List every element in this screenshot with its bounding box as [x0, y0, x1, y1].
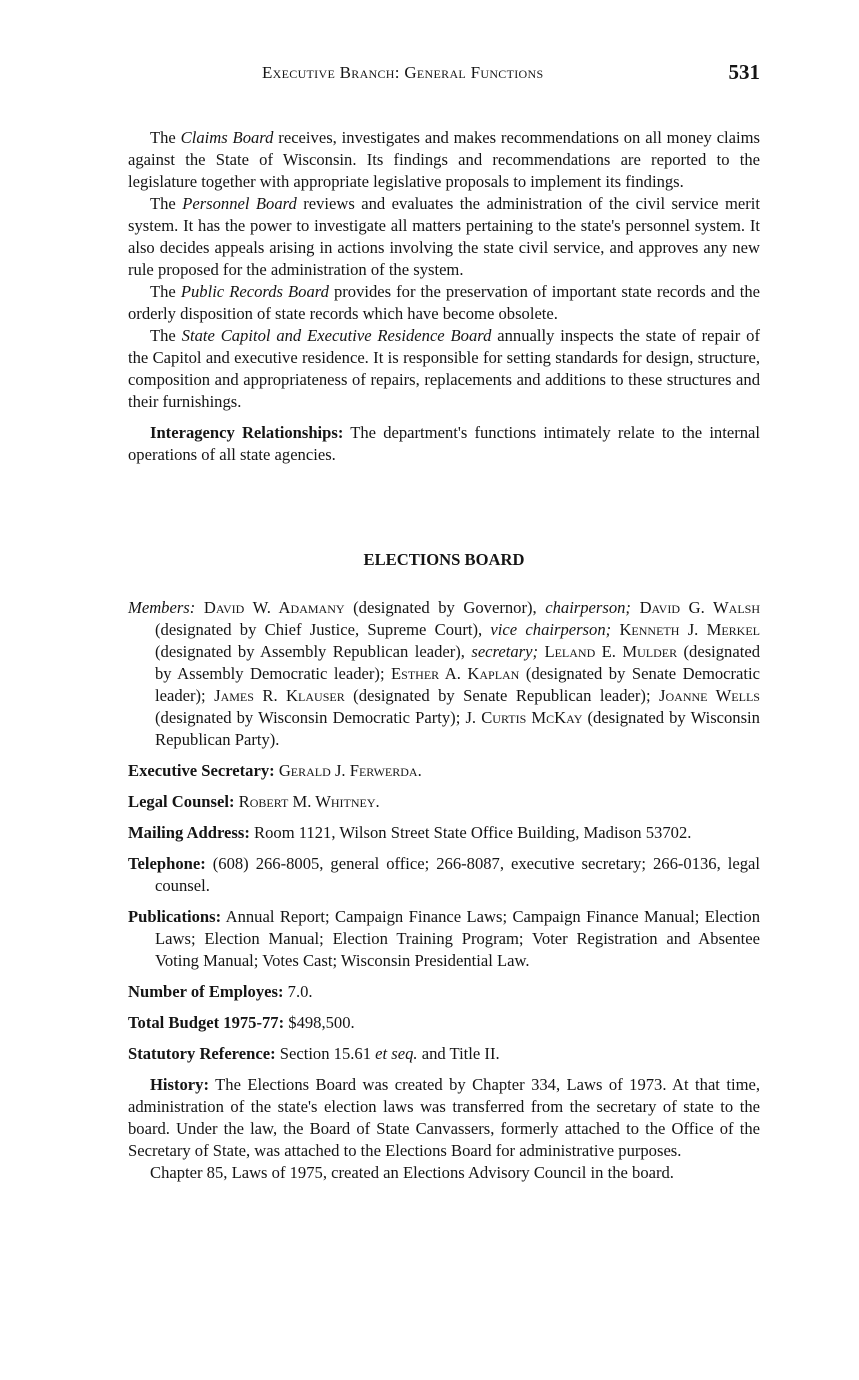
- field-label: Members:: [128, 598, 196, 617]
- member-name: Esther A. Kaplan: [391, 664, 520, 683]
- member-desc: (designated by Senate Republican leader);: [344, 686, 660, 705]
- member-name: David G. Walsh: [639, 598, 760, 617]
- field-value-italic: et seq.: [375, 1044, 418, 1063]
- field-label: Mailing Address:: [128, 823, 250, 842]
- member-role: vice chairperson;: [490, 620, 612, 639]
- member-desc: (designated by Governor),: [344, 598, 546, 617]
- statutory-reference-entry: [128, 1043, 760, 1065]
- field-value: (608) 266-8005, general office; 266-8087, executive secretary; 266-0136, legal counsel.: [155, 854, 760, 895]
- budget-entry: [128, 1012, 760, 1034]
- personnel-board-paragraph: [128, 193, 760, 281]
- text-run: The: [150, 282, 181, 301]
- text-run: The department's functions intimately relate to the internal operations of all state agencies.: [128, 423, 761, 464]
- member-name: Joanne Wells: [659, 686, 760, 705]
- field-value: $498,500.: [288, 1013, 355, 1032]
- text-run: The: [150, 194, 183, 213]
- text-run: The Elections Board was created by Chapter 334, Laws of 1973. At that time, administration of the state's election laws was transferred from the secretary of state to the board. Under the law, the Board of State Canvassers, formerly attached to the Office of the Secretary of State, was attached to the Elections Board for administrative purposes.: [128, 1075, 760, 1160]
- member-desc: (designated by Assembly Republican leader),: [155, 642, 472, 661]
- field-value: and Title II.: [417, 1044, 500, 1063]
- member-name: Kenneth J. Merkel: [619, 620, 760, 639]
- field-label: Executive Secretary:: [128, 761, 275, 780]
- executive-secretary-entry: [128, 760, 760, 782]
- field-value: 7.0.: [287, 982, 313, 1001]
- member-desc: (designated by Wisconsin Republican Party).: [155, 708, 760, 749]
- text-run: reviews and evaluates the administration of the civil service merit system. It has the power to investigate all matters pertaining to the state's personnel system. It also decides appeals arising in actions involving the state civil service, and approves any new rule proposed for the administration of the system.: [128, 194, 760, 279]
- members-entry: [128, 597, 760, 751]
- public-records-board-paragraph: [128, 281, 760, 325]
- text-run: annually inspects the state of repair of the Capitol and executive residence. It is responsible for setting standards for design, structure, composition and appropriateness of repairs, replacements and additions to these structures and their furnishings.: [128, 326, 760, 411]
- interagency-paragraph: [128, 422, 760, 466]
- publications-entry: [128, 906, 760, 972]
- telephone-entry: [128, 853, 760, 897]
- member-desc: (designated by Chief Justice, Supreme Court),: [155, 620, 491, 639]
- intro-section: [128, 127, 760, 466]
- member-desc: (designated by Wisconsin Democratic Party);: [155, 708, 466, 727]
- board-name: Claims Board: [180, 128, 274, 147]
- field-label: Publications:: [128, 907, 222, 926]
- field-value: Section 15.61: [279, 1044, 376, 1063]
- field-value: Robert M. Whitney.: [238, 792, 380, 811]
- text-run: provides for the preservation of important state records and the orderly disposition of state records which have become obsolete.: [128, 282, 760, 323]
- section-title: ELECTIONS BOARD: [363, 550, 525, 569]
- board-name: State Capitol and Executive Residence Board: [181, 326, 492, 345]
- member-name: James R. Klauser: [214, 686, 345, 705]
- member-name: Leland E. Mulder: [544, 642, 678, 661]
- history-paragraph: [128, 1074, 760, 1162]
- elections-board-details: [128, 597, 760, 1184]
- claims-board-paragraph: [128, 127, 760, 193]
- field-label: Statutory Reference:: [128, 1044, 276, 1063]
- member-role: chairperson;: [545, 598, 631, 617]
- capitol-board-paragraph: [128, 325, 760, 413]
- member-desc: (designated by Senate Democratic leader);: [155, 664, 760, 705]
- page-number: 531: [728, 60, 760, 84]
- text-run: The: [150, 326, 182, 345]
- text-run: The: [150, 128, 181, 147]
- mailing-address-entry: [128, 822, 760, 844]
- field-label: Total Budget 1975-77:: [128, 1013, 285, 1032]
- member-desc: (designated by Assembly Democratic leader);: [155, 642, 760, 683]
- board-name: Personnel Board: [182, 194, 297, 213]
- field-label: Telephone:: [128, 854, 206, 873]
- field-value: Annual Report; Campaign Finance Laws; Campaign Finance Manual; Election Laws; Election Manual; Election Training Program; Voter Registration and Absentee Voting Manual; Votes Cast; Wisconsin Presidential Law.: [155, 907, 761, 970]
- running-title: Executive Branch: General Functions: [262, 63, 544, 82]
- field-label: Number of Employes:: [128, 982, 284, 1001]
- member-role: secretary;: [471, 642, 539, 661]
- field-value: Room 1121, Wilson Street State Office Building, Madison 53702.: [254, 823, 692, 842]
- employees-entry: [128, 981, 760, 1003]
- board-name: Public Records Board: [180, 282, 329, 301]
- member-name: David W. Adamany: [203, 598, 345, 617]
- page-header: [128, 62, 760, 90]
- field-label: Legal Counsel:: [128, 792, 235, 811]
- chapter-85-paragraph: Chapter 85, Laws of 1975, created an Elections Advisory Council in the board.: [150, 1163, 674, 1182]
- field-label: History:: [150, 1075, 209, 1094]
- field-value: Gerald J. Ferwerda.: [278, 761, 422, 780]
- member-name: J. Curtis McKay: [465, 708, 583, 727]
- text-run: receives, investigates and makes recommendations on all money claims against the State of Wisconsin. Its findings and recommendations are reported to the legislature together with appropriate legislative proposals to implement its findings.: [128, 128, 761, 191]
- legal-counsel-entry: [128, 791, 760, 813]
- field-label: Interagency Relationships:: [150, 423, 344, 442]
